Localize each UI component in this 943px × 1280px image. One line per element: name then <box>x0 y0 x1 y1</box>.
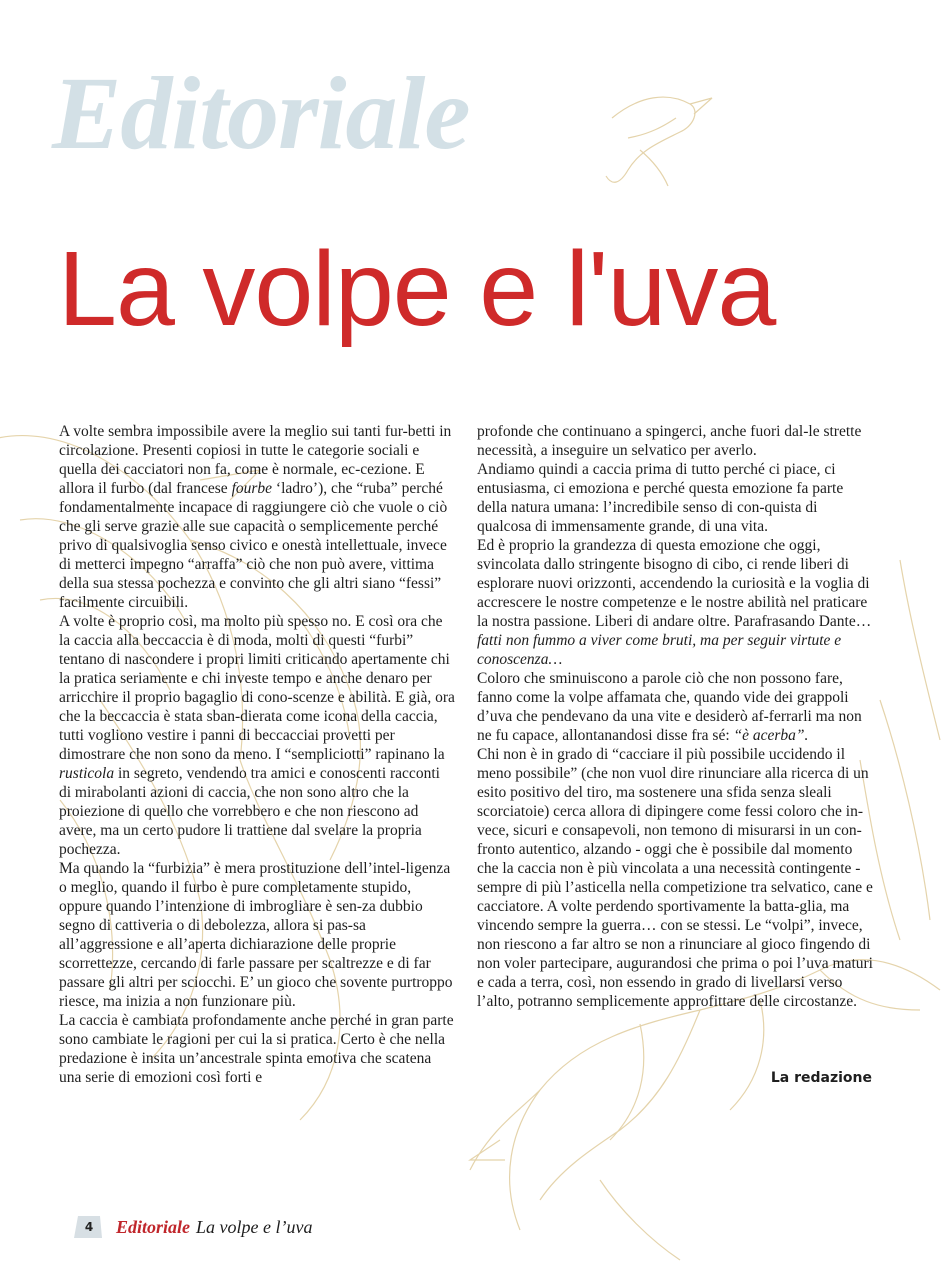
italic-phrase: “è acerba”. <box>733 727 809 744</box>
footer-title: La volpe e l’uva <box>196 1216 313 1237</box>
paragraph: La caccia è cambiata profondamente anche perché in gran parte sono cambiate le ragioni per cui la si pratica. Certo è che nella predazione è insita un’ancestrale spinta emotiva che scatena una serie di emozioni così forti e <box>59 1012 454 1086</box>
signature: La redazione <box>770 1070 872 1086</box>
article-column-left <box>59 422 455 1087</box>
article-column-right <box>477 422 875 1011</box>
italic-phrase: fourbe <box>231 480 273 497</box>
footer-section: Editoriale <box>116 1216 191 1237</box>
paragraph: A volte è proprio così, ma molto più spesso no. E così ora che la caccia alla beccaccia è di moda, molti di questi “furbi” tentano di nascondere i propri limiti criticando apertamente chi la pratica seriamente e chi investe tempo e anche denaro per arricchire il proprio bagaglio di cono-scenze e abilità. E già, ora che la beccaccia è stata sban-dierata come icona della caccia, tutti vogliono vestire i panni di beccacciai provetti per dimostrare che non sono da meno. I “sempliciotti” rapinano la rusticola in segreto, vendendo tra amici e conoscenti racconti di mirabolanti azioni di caccia, che non sono altro che la proiezione di quello che vorrebbero e che non riescono ad avere, ma un certo pudore li trattiene dal svelare la propria pochezza. <box>59 613 455 858</box>
page-tab-icon <box>72 1214 106 1240</box>
italic-phrase: rusticola <box>59 765 115 782</box>
paragraph: Andiamo quindi a caccia prima di tutto perché ci piace, ci entusiasma, ci emoziona e perché questa emozione fa parte della natura umana: l’incredibile senso di con-quista di qualcosa di immensamente grande, di una vita. <box>477 461 844 535</box>
section-label: Editoriale <box>52 56 470 171</box>
paragraph: Ed è proprio la grandezza di questa emozione che oggi, svincolata dallo stringente bisogno di cibo, ci rende liberi di esplorare nuovi orizzonti, accendendo la curiosità e la voglia di accrescere le nostre competenze e le nostre abilità nel praticare la nostra passione. Liberi di andare oltre. Parafrasando Dante… fatti non fummo a viver come bruti, ma per seguir virtute e conoscenza… <box>477 537 872 668</box>
page-number: 4 <box>84 1220 94 1234</box>
page-footer <box>72 1214 312 1240</box>
paragraph: Ma quando la “furbizia” è mera prostituzione dell’intel-ligenza o meglio, quando il furbo è pure completamente stupido, oppure quando l’intenzione di imbrogliare è sen-za dubbio segno di cattiveria o di debolezza, allora si pas-sa all’aggressione e all’aperta dichiarazione delle proprie scorrettezze, cercando di farle passare per scaltrezze e di far passare gli altri per sciocchi. E’ un gioco che sovente purtroppo riesce, ma inizia a non funzionare più. <box>59 860 453 1010</box>
headline: La volpe e l'uva <box>58 230 776 348</box>
paragraph: A volte sembra impossibile avere la meglio sui tanti fur-betti in circolazione. Presenti copiosi in tutte le categorie sociali e quella dei cacciatori non fa, come è normale, ec-cezione. E allora il furbo (dal francese fourbe ‘ladro’), che “ruba” perché fondamentalmente incapace di raggiungere ciò che vuole o ciò che gli serve grazie alle sue capacità o semplicemente perché privo di qualsivoglia senso civico e onestà intellettuale, invece di metterci impegno “arraffa” ciò che non può avere, vittima della sua stessa pochezza e convinto che gli altri siano “fessi” facilmente circuibili. <box>59 423 452 611</box>
paragraph: profonde che continuano a spingerci, anche fuori dal-le strette necessità, a inseguire un selvatico per averlo. <box>477 423 862 459</box>
paragraph: Coloro che sminuiscono a parole ciò che non possono fare, fanno come la volpe affamata che, quando vide dei grappoli d’uva che pendevano da una vite e desiderò af-ferrarli ma non ne fu capace, allontanandosi disse fra sé: “è acerba”. <box>477 670 862 744</box>
italic-phrase: fatti non fummo a viver come bruti, ma per seguir virtute e conoscenza… <box>477 632 842 668</box>
paragraph: Chi non è in grado di “cacciare il più possibile uccidendo il meno possibile” (che non vuol dire rinunciare alla ricerca di un esito positivo del tiro, ma sostenere una sfida senza sleali scorciatoie) cerca allora di dipingere come fessi coloro che in-vece, sicuri e consapevoli, non temono di misurarsi in un con-fronto autentico, alzando - oggi che è possibile dal momento che la caccia non è più vincolata a una necessità contingente - sempre di più l’asticella nella competizione tra selvatico, cane e cacciatore. A volte perdendo sportivamente la batta-glia, ma vincendo sempre la guerra… con se stessi. Le “volpi”, invece, non riescono a far altro se non a rinunciare al gioco fingendo di non voler partecipare, augurandosi che prima o poi l’uva maturi e cada a terra, così, non essendo in grado di livellarsi verso l’alto, potranno semplicemente approfittare delle circostanze. <box>477 746 873 1010</box>
